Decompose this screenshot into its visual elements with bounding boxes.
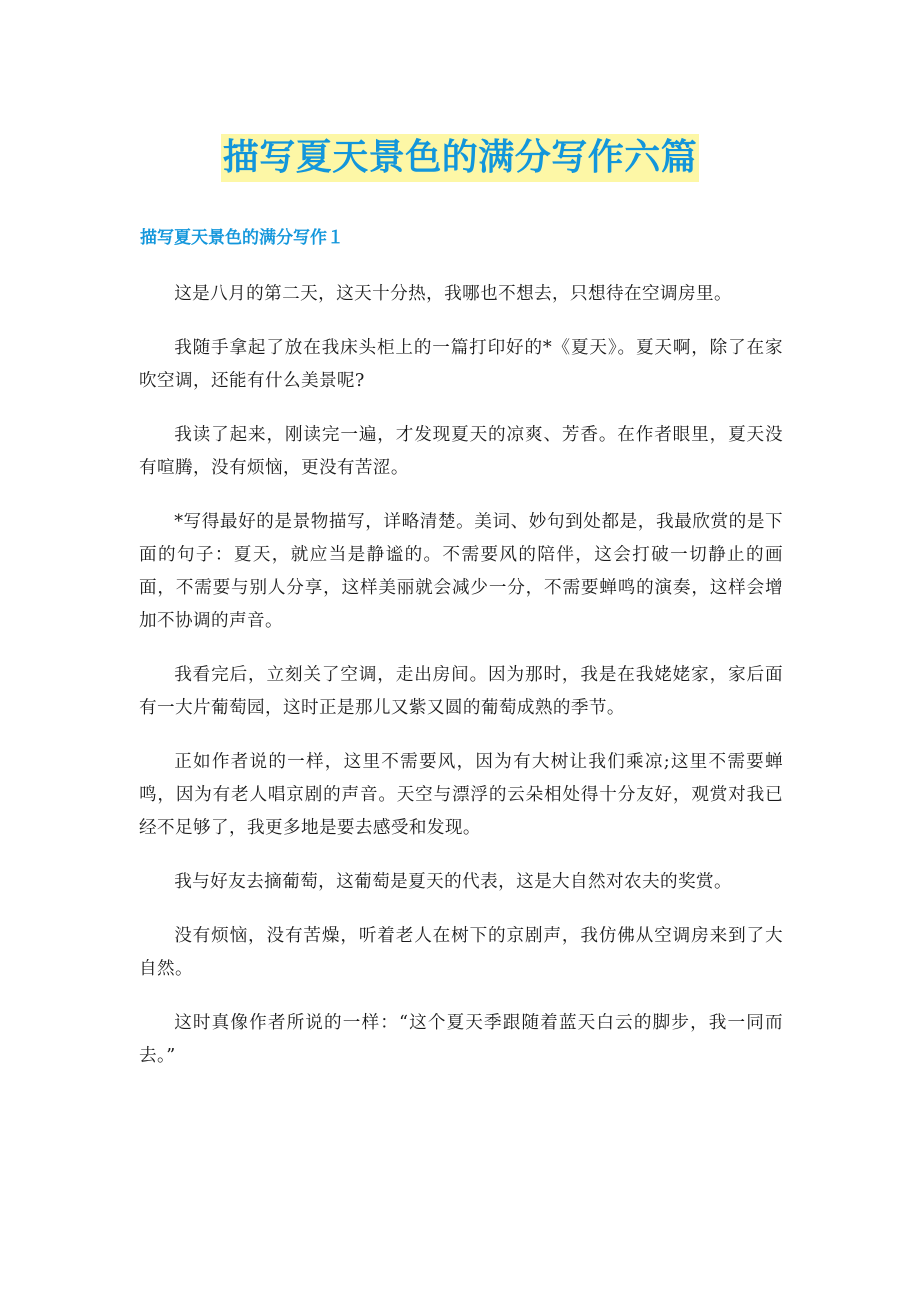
paragraph-1: 这是八月的第二天，这天十分热，我哪也不想去，只想待在空调房里。 bbox=[174, 284, 732, 304]
paragraph-5: 我看完后，立刻关了空调，走出房间。因为那时，我是在我姥姥家，家后面有一大片葡萄园，这时正是那儿又紫又圆的葡萄成熟的季节。 bbox=[139, 665, 783, 718]
paragraph-8: 没有烦恼，没有苦燥，听着老人在树下的京剧声，我仿佛从空调房来到了大自然。 bbox=[139, 926, 783, 979]
section-heading: 描写夏天景色的满分写作１ bbox=[140, 228, 344, 248]
title-container bbox=[0, 134, 920, 182]
paragraph-2: 我随手拿起了放在我床头柜上的一篇打印好的*《夏天》。夏天啊，除了在家吹空调，还能有什么美景呢? bbox=[139, 338, 783, 391]
paragraph-4: *写得最好的是景物描写，详略清楚。美词、妙句到处都是，我最欣赏的是下面的句子：夏天，就应当是静谧的。不需要风的陪伴，这会打破一切静止的画面，不需要与别人分享，这样美丽就会减少一分，不需要蝉鸣的演奏，这样会增加不协调的声音。 bbox=[139, 512, 783, 631]
paragraph-6: 正如作者说的一样，这里不需要风，因为有大树让我们乘凉;这里不需要蝉鸣，因为有老人唱京剧的声音。天空与漂浮的云朵相处得十分友好，观赏对我已经不足够了，我更多地是要去感受和发现。 bbox=[139, 752, 783, 838]
paragraph-3: 我读了起来，刚读完一遍，才发现夏天的凉爽、芳香。在作者眼里，夏天没有喧腾，没有烦恼，更没有苦涩。 bbox=[139, 425, 783, 478]
article-body bbox=[139, 278, 783, 1094]
paragraph-7: 我与好友去摘葡萄，这葡萄是夏天的代表，这是大自然对农夫的奖赏。 bbox=[174, 872, 732, 892]
page-title: 描写夏天景色的满分写作六篇 bbox=[221, 134, 700, 182]
paragraph-9: 这时真像作者所说的一样：“这个夏天季跟随着蓝天白云的脚步，我一同而去。” bbox=[139, 1013, 783, 1066]
